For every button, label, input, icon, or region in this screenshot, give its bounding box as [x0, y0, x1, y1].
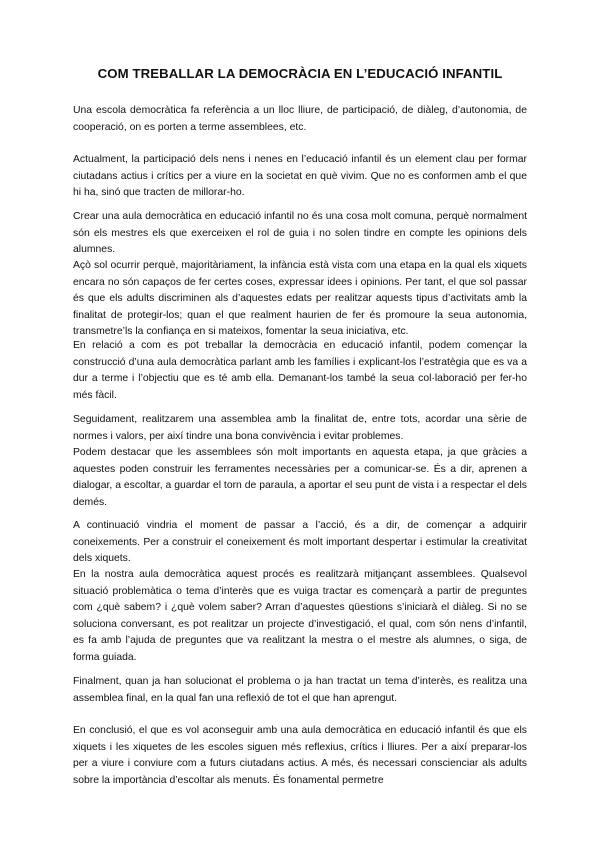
- paragraph-1: Una escola democràtica fa referència a un lloc lliure, de participació, de diàleg, d’autonomia, de cooperació, on es porten a terme assemblees, etc.: [73, 105, 527, 133]
- document-title: COM TREBALLAR LA DEMOCRÀCIA EN L’EDUCACIÓ INFANTIL: [97, 66, 503, 81]
- paragraph-3: Crear una aula democràtica en educació infantil no és una cosa molt comuna, perquè normalment són els mestres els que exerceixen el rol de guia i no solen tindre en compte les opinions dels alumnes.: [73, 211, 527, 256]
- paragraph-5: En relació a com es pot treballar la democràcia en educació infantil, podem començar la construcció d’una aula democràtica parlant amb les famílies i explicant-los l’estratègia que es va a dur a terme i l’objectiu que es té amb ella. Demanant-los també la seua col·laboració per fer-ho més fàcil.: [73, 340, 527, 401]
- paragraph-8: A continuació vindria el moment de passar a l’acció, és a dir, de començar a adquirir coneixements. Per a construir el coneixement és molt important despertar i estimular la creativitat dels xiquets.: [73, 520, 527, 565]
- paragraph-11: En conclusió, el que es vol aconseguir amb una aula democràtica en educació infantil és que els xiquets i les xiquetes de les escoles siguen més reflexius, crítics i lliures. Per a així preparar-los per a viure i conviure com a futurs ciutadans actius. A més, és necessari conscienciar als adults sobre la importància d’escoltar als menuts. És fonamental permetre: [73, 725, 527, 786]
- paragraph-9: En la nostra aula democràtica aquest procés es realitzarà mitjançant assemblees. Qualsevol situació problemàtica o tema d’interès que es vuiga tractar es començarà a partir de preguntes com ¿què sabem? i ¿què volem saber? Arran d’aquestes qüestions s’iniciarà el diàleg. Si no se soluciona conversant, es pot realitzar un projecte d’investigació, el qual, com són nens d’infantil, es fa amb l’ajuda de preguntes que va realitzant la mestra o el mestre als alumnes, o siga, de forma guiada.: [73, 569, 527, 663]
- paragraph-4: Açò sol ocurrir perquè, majoritàriament, la infància està vista com una etapa en la qual els xiquets encara no són capaços de fer certes coses, expressar idees i opinions. Per tant, el que sol passar és que els adults discriminen als d’aquestes edats per realitzar aquests tipus d’activitats amb la finalitat de protegir-los; quan el que realment haurien de fer és promoure la seua autonomia, transmetre’ls la confiança en si mateixos, fomentar la seua iniciativa, etc.: [73, 260, 527, 338]
- paragraph-10: Finalment, quan ja han solucionat el problema o ja han tractat un tema d’interès, es realitza una assemblea final, en la qual fan una reflexió de tot el que han aprengut.: [73, 676, 527, 704]
- paragraph-2: Actualment, la participació dels nens i nenes en l’educació infantil és un element clau per formar ciutadans actius i crítics per a viure en la societat en què vivim. Que no es conformen amb el que hi ha, sinó que tracten de millorar-ho.: [73, 154, 527, 199]
- paragraph-7: Podem destacar que les assemblees són molt importants en aquesta etapa, ja que gràcies a aquestes poden construir les ferramentes necessàries per a comunicar-se. És a dir, aprenen a dialogar, a escoltar, a guardar el torn de paraula, a aportar el seu punt de vista i a respectar el dels demés.: [73, 447, 527, 508]
- paragraph-6: Seguidament, realitzarem una assemblea amb la finalitat de, entre tots, acordar una sèrie de normes i valors, per així tindre una bona convivència i evitar problemes.: [73, 414, 527, 442]
